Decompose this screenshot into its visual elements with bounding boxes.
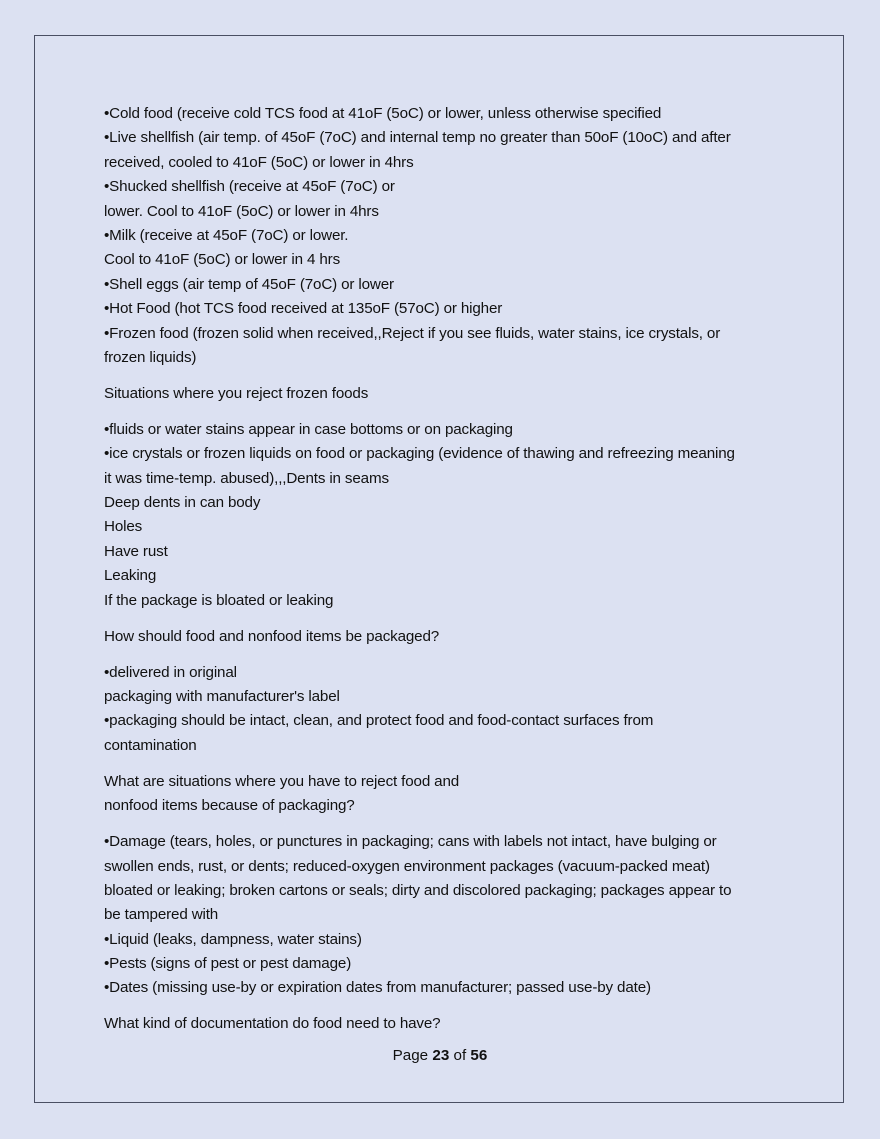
list-item: •packaging should be intact, clean, and protect food and food-contact surfaces from bbox=[104, 712, 654, 730]
paragraph-gap bbox=[104, 406, 794, 418]
heading-text: What kind of documentation do food need to have? bbox=[104, 1015, 441, 1033]
list-item: If the package is bloated or leaking bbox=[104, 591, 334, 609]
total-pages-number: 56 bbox=[470, 1047, 488, 1064]
receiving-temperatures-list bbox=[104, 102, 794, 370]
list-item: •Dates (missing use-by or expiration dates from manufacturer; passed use-by date) bbox=[104, 979, 651, 997]
list-item: it was time-temp. abused),,,Dents in seams bbox=[104, 469, 389, 487]
list-item: •Milk (receive at 45oF (7oC) or lower. bbox=[104, 226, 349, 244]
heading-text: nonfood items because of packaging? bbox=[104, 797, 355, 815]
list-item: lower. Cool to 41oF (5oC) or lower in 4hrs bbox=[104, 202, 379, 220]
list-item: be tampered with bbox=[104, 906, 219, 924]
section-heading-documentation bbox=[104, 1012, 794, 1036]
paragraph-gap bbox=[104, 1001, 794, 1013]
list-item: frozen liquids) bbox=[104, 348, 197, 366]
list-item: received, cooled to 41oF (5oC) or lower in 4hrs bbox=[104, 153, 414, 171]
section-heading-packaging bbox=[104, 625, 794, 649]
list-item: contamination bbox=[104, 736, 197, 754]
list-item: •Cold food (receive cold TCS food at 41oF (5oC) or lower, unless otherwise specified bbox=[104, 105, 662, 122]
list-item: Deep dents in can body bbox=[104, 494, 261, 512]
frozen-rejection-list bbox=[104, 418, 794, 613]
heading-text: What are situations where you have to reject food and bbox=[104, 772, 460, 790]
page-footer bbox=[0, 1044, 880, 1068]
document-body bbox=[104, 102, 794, 1037]
list-item: •Shucked shellfish (receive at 45oF (7oC) or bbox=[104, 178, 395, 196]
paragraph-gap bbox=[104, 370, 794, 382]
paragraph-gap bbox=[104, 649, 794, 661]
paragraph-gap bbox=[104, 758, 794, 770]
list-item: •Hot Food (hot TCS food received at 135oF (57oC) or higher bbox=[104, 300, 503, 318]
heading-text: Situations where you reject frozen foods bbox=[104, 384, 369, 402]
list-item: •delivered in original bbox=[104, 663, 237, 681]
packaging-list bbox=[104, 661, 794, 759]
paragraph-gap bbox=[104, 819, 794, 831]
list-item: Cool to 41oF (5oC) or lower in 4 hrs bbox=[104, 251, 341, 269]
list-item: •Pests (signs of pest or pest damage) bbox=[104, 955, 352, 973]
heading-text: How should food and nonfood items be packaged? bbox=[104, 627, 440, 645]
list-item: Holes bbox=[104, 518, 143, 536]
page-separator: of bbox=[453, 1047, 467, 1064]
list-item: bloated or leaking; broken cartons or seals; dirty and discolored packaging; packages appear to bbox=[104, 881, 732, 899]
list-item: packaging with manufacturer's label bbox=[104, 687, 340, 705]
list-item: •fluids or water stains appear in case bottoms or on packaging bbox=[104, 420, 513, 438]
current-page-number: 23 bbox=[432, 1047, 450, 1064]
packaging-rejection-list bbox=[104, 830, 794, 1001]
section-heading-reject-frozen bbox=[104, 382, 794, 406]
list-item: Have rust bbox=[104, 542, 168, 560]
list-item: •Liquid (leaks, dampness, water stains) bbox=[104, 930, 362, 948]
paragraph-gap bbox=[104, 613, 794, 625]
list-item: •Live shellfish (air temp. of 45oF (7oC) and internal temp no greater than 50oF (10oC) and after bbox=[104, 129, 731, 147]
list-item: •Frozen food (frozen solid when received,,Reject if you see fluids, water stains, ice crystals, or bbox=[104, 324, 721, 342]
page-label: Page bbox=[392, 1047, 429, 1064]
list-item: •Shell eggs (air temp of 45oF (7oC) or lower bbox=[104, 275, 394, 293]
list-item: Leaking bbox=[104, 567, 157, 585]
list-item: •ice crystals or frozen liquids on food or packaging (evidence of thawing and refreezing meaning bbox=[104, 445, 735, 463]
list-item: •Damage (tears, holes, or punctures in packaging; cans with labels not intact, have bulging or bbox=[104, 833, 717, 851]
list-item: swollen ends, rust, or dents; reduced-oxygen environment packages (vacuum-packed meat) bbox=[104, 857, 710, 875]
section-heading-reject-packaging bbox=[104, 770, 794, 819]
